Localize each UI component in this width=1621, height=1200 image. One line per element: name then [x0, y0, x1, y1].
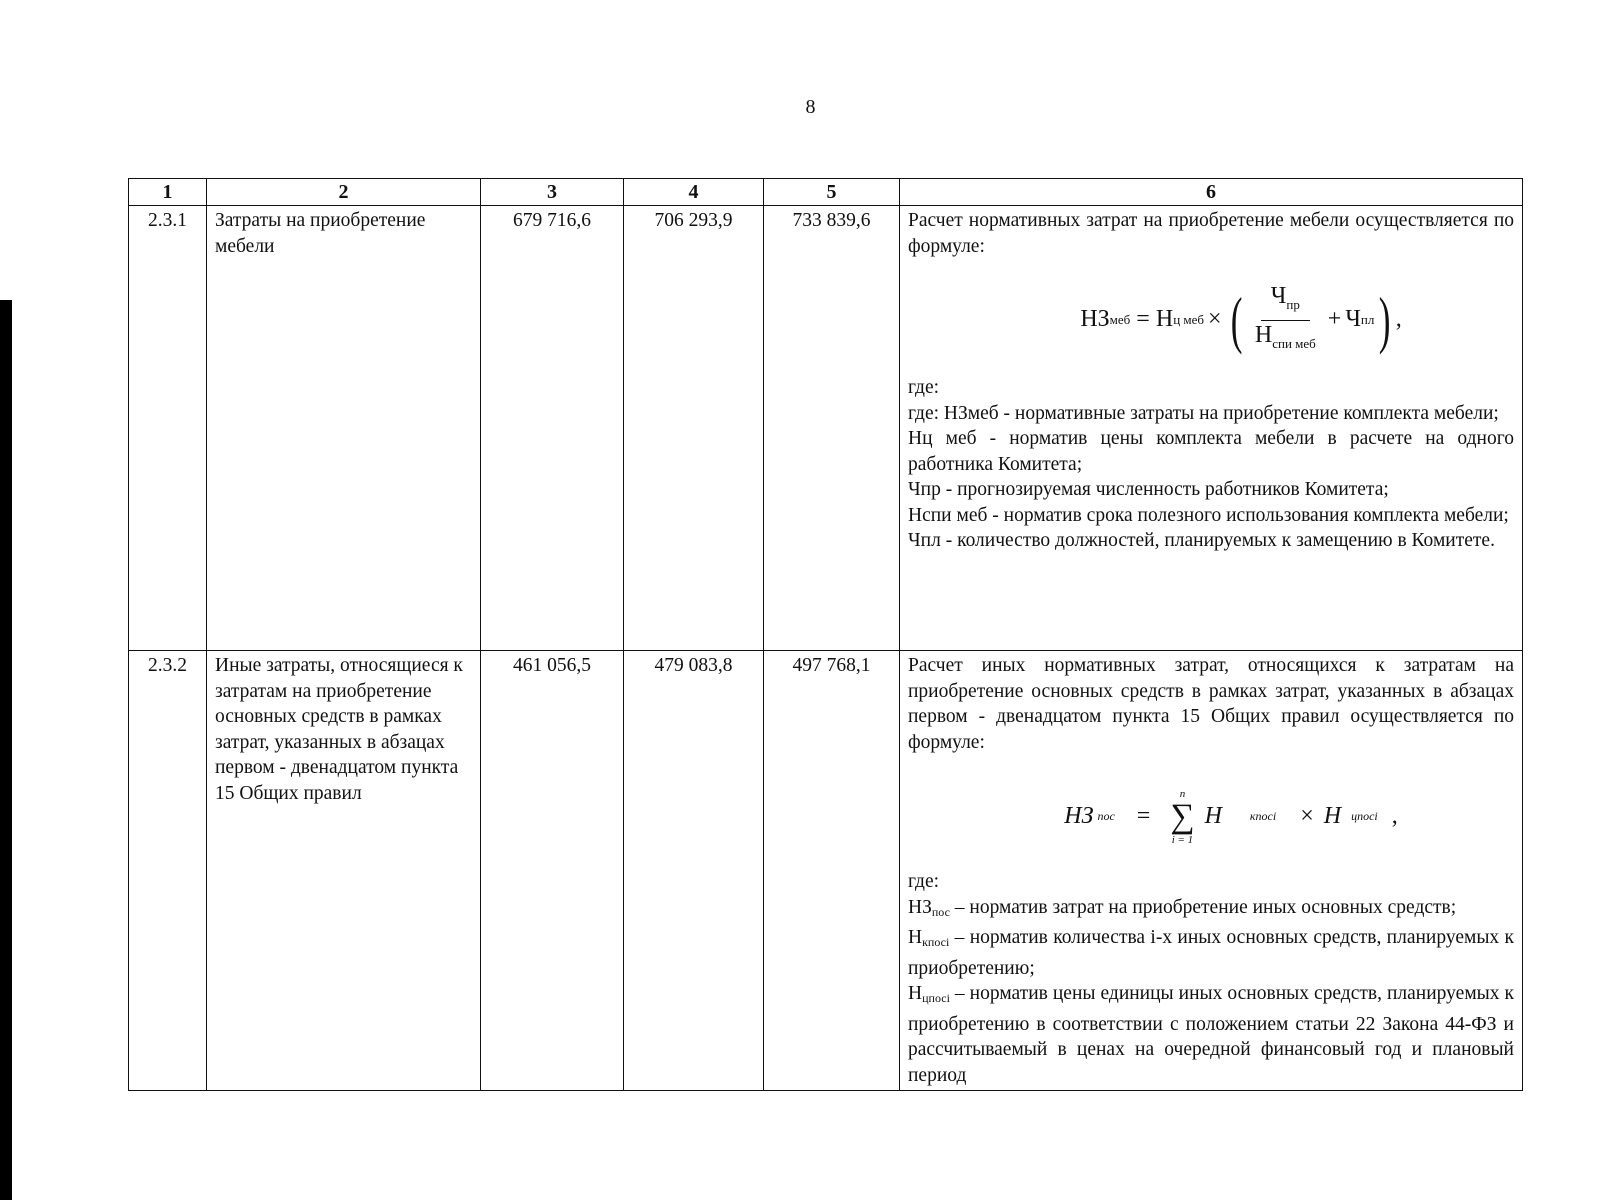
legend-line: НЗпос – норматив затрат на приобретение иных основных средств; — [908, 896, 1457, 919]
where-label: где: — [908, 377, 940, 398]
left-paren: ( — [1230, 284, 1243, 355]
legend-line: Нц меб - норматив цены комплекта мебели в расчете на одного работника Комитета; — [908, 428, 1514, 475]
column-header: 2 — [207, 179, 481, 206]
legend-line: Нцпосi – норматив цены единицы иных основных средств, планируемых к приобретению в соответствии с положением статьи 22 Закона 44-ФЗ и рассчитываемый в ценах на очередной финансовый год и плановый период — [908, 983, 1514, 1086]
row-name: Иные затраты, относящиеся к затратам на приобретение основных средств в рамках затрат, указанных в абзацах первом - двенадцатом пункта 15 Общих правил — [207, 651, 481, 1091]
row-code: 2.3.2 — [129, 651, 207, 1091]
formula-intro: Расчет иных нормативных затрат, относящихся к затратам на приобретение основных средств в рамках затрат, указанных в абзацах первом - двенадцатом пункта 15 Общих правил осуществляется по формуле: — [908, 655, 1514, 753]
formula-intro: Расчет нормативных затрат на приобретение мебели осуществляется по формуле: — [908, 210, 1514, 257]
scan-edge — [0, 300, 12, 1200]
row-code: 2.3.1 — [129, 206, 207, 651]
legend-line: Чпр - прогнозируемая численность работников Комитета; — [908, 479, 1389, 500]
column-header: 4 — [624, 179, 764, 206]
column-header: 6 — [900, 179, 1523, 206]
table-header-row — [129, 179, 1523, 206]
legend-line: Чпл - количество должностей, планируемых к замещению в Комитете. — [908, 530, 1495, 551]
row-name: Затраты на приобретение мебели — [207, 206, 481, 651]
row-value: 497 768,1 — [764, 651, 900, 1091]
table-row — [129, 206, 1523, 651]
row-description — [900, 206, 1523, 651]
right-paren: ) — [1379, 284, 1391, 355]
row-value: 706 293,9 — [624, 206, 764, 651]
row-value: 733 839,6 — [764, 206, 900, 651]
legend-line: где: НЗмеб - нормативные затраты на приобретение комплекта мебели; — [908, 402, 1499, 424]
page-number: 8 — [805, 96, 816, 118]
column-header: 1 — [129, 179, 207, 206]
furniture-formula: НЗ меб = Н ц меб × ( $\frac{Ч_{пр}}{Н_{спи меб}}$ + Ч пл ) , — [1080, 283, 1402, 355]
legend-line: Нспи меб - норматив срока полезного использования комплекта мебели; — [908, 504, 1509, 526]
sum-symbol: n ∑ i = 1 — [1170, 788, 1195, 846]
norms-table — [128, 178, 1523, 1091]
column-header: 5 — [764, 179, 900, 206]
row-description — [900, 651, 1523, 1091]
column-header: 3 — [481, 179, 624, 206]
fraction: $\frac{Ч_{пр}}{Н_{спи меб}}$ — [1254, 283, 1316, 351]
legend-line: Нкпосi – норматив количества i-х иных основных средств, планируемых к приобретению; — [908, 927, 1514, 979]
row-value: 679 716,6 — [481, 206, 624, 651]
table-row — [129, 651, 1523, 1091]
fixed-assets-formula: НЗ пос = n ∑ i = 1 Н кпосi × Н цпосi , — [1064, 788, 1398, 846]
row-value: 479 083,8 — [624, 651, 764, 1091]
where-label: где: — [908, 871, 940, 892]
row-value: 461 056,5 — [481, 651, 624, 1091]
